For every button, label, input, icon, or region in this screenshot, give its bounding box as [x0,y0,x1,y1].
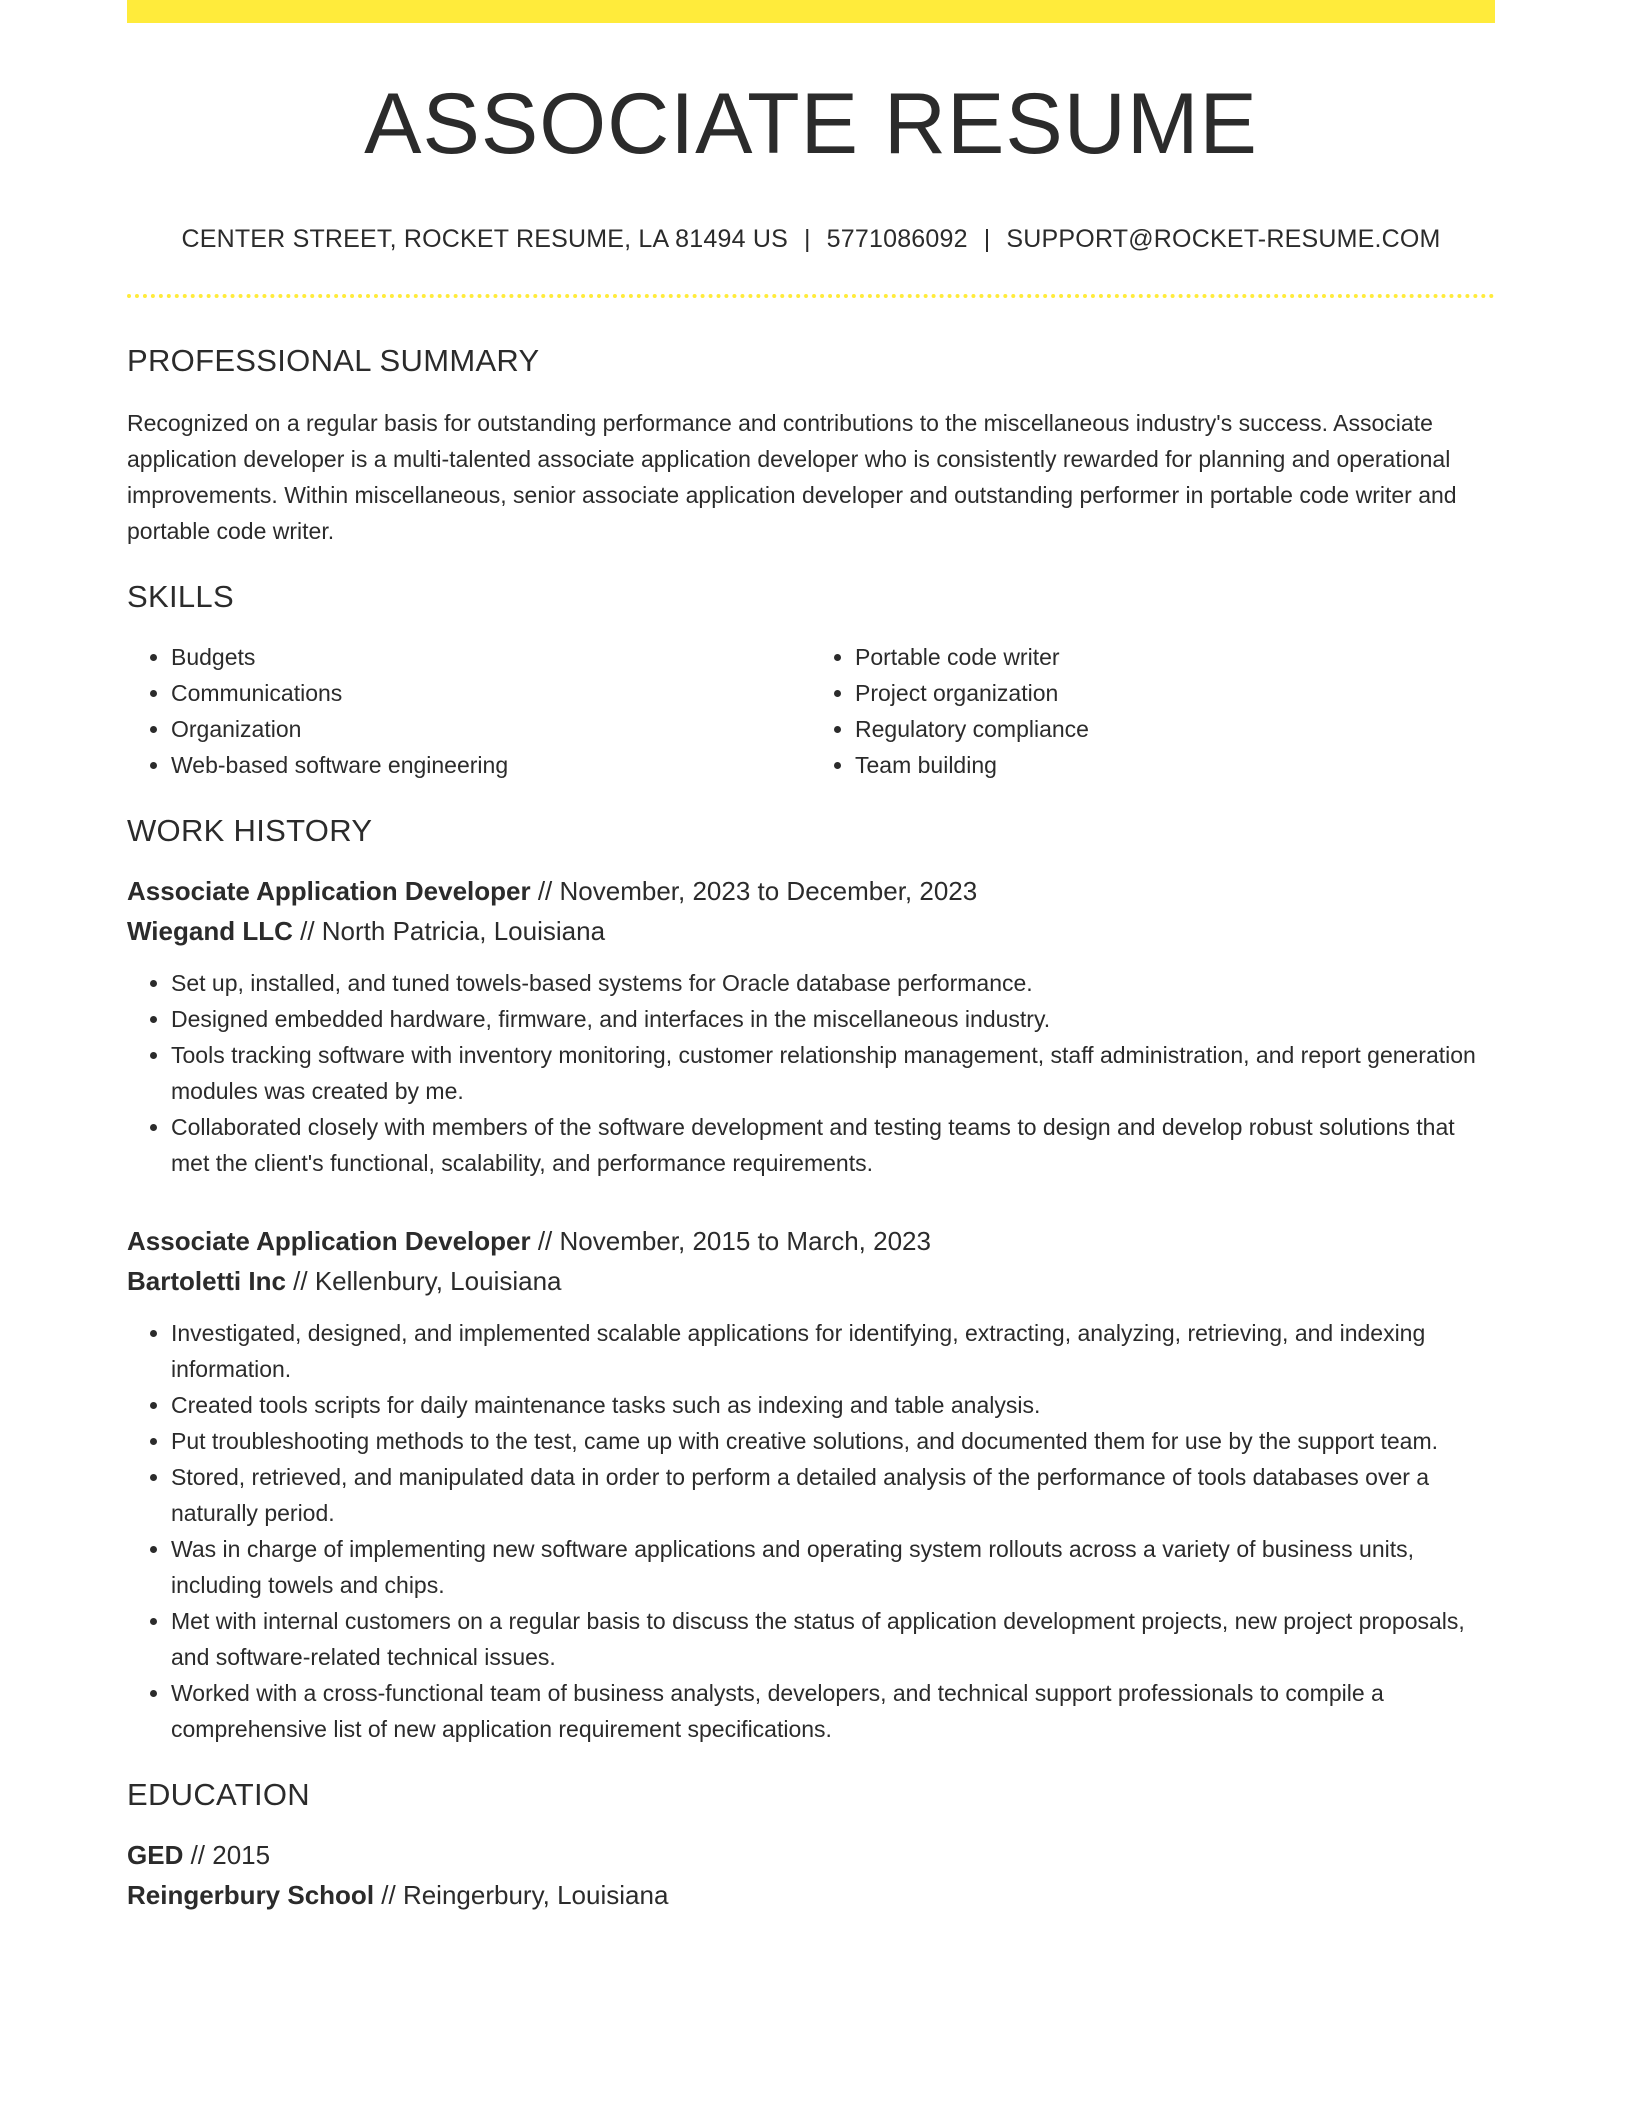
summary-text: Recognized on a regular basis for outstanding performance and contributions to the miscellaneous industry's success. Associate application developer is a multi-talented associate application developer who is consistently rewarded for planning and operational improvements. Within miscellaneous, senior associate application developer and outstanding performer in portable code writer and portable code writer. [127,410,1457,544]
skills-heading: SKILLS [127,579,234,614]
dotted-divider [127,294,1495,298]
job-bullet: • Was in charge of implementing new software applications and operating system rollouts across a variety of business units, including towels and chips. [171,1531,1495,1603]
job-bullet: • Met with internal customers on a regular basis to discuss the status of application development projects, new project proposals, and software-related technical issues. [171,1603,1495,1675]
job-bullet: • Worked with a cross-functional team of business analysts, developers, and technical support professionals to compile a comprehensive list of new application requirement specifications. [171,1675,1495,1747]
contact-line [127,225,1495,254]
job-bullet: • Designed embedded hardware, firmware, and interfaces in the miscellaneous industry. [171,1001,1495,1037]
job-entry [127,871,1495,1181]
education-section [127,1777,1495,1915]
skill-item: • Regulatory compliance [855,711,1495,747]
skill-item: • Web-based software engineering [171,747,811,783]
job-title-line [127,871,1495,911]
job-bullet: • Investigated, designed, and implemented scalable applications for identifying, extracting, analyzing, retrieving, and indexing information. [171,1315,1495,1387]
skill-item: • Budgets [171,639,811,675]
skills-list-right [811,639,1495,783]
skill-item: • Communications [171,675,811,711]
job-bullet: • Put troubleshooting methods to the test, came up with creative solutions, and documented them for use by the support team. [171,1423,1495,1459]
job-bullet: • Created tools scripts for daily maintenance tasks such as indexing and table analysis. [171,1387,1495,1423]
skills-list-left [127,639,811,783]
work-history-section [127,813,1495,1747]
job-dates: // November, 2015 to March, 2023 [530,1226,931,1256]
job-company-line [127,911,1495,951]
education-entry [127,1835,1495,1915]
degree: GED [127,1840,184,1870]
school-name: Reingerbury School [127,1880,375,1910]
job-title: Associate Application Developer [127,876,531,906]
contact-phone: 5771086092 [826,225,968,253]
skill-item: • Team building [855,747,1495,783]
school-location: // Reingerbury, Louisiana [374,1880,669,1910]
job-bullet: • Set up, installed, and tuned towels-based systems for Oracle database performance. [171,965,1495,1001]
skill-item: • Project organization [855,675,1495,711]
job-company-line [127,1261,1495,1301]
contact-email: SUPPORT@ROCKET-RESUME.COM [1006,225,1441,253]
school-line [127,1875,1495,1915]
contact-separator: | [983,225,991,253]
job-company: Wiegand LLC [127,916,293,946]
resume-title: ASSOCIATE RESUME [364,76,1258,172]
skills-section [127,579,1495,783]
contact-separator: | [803,225,811,253]
skill-item: • Organization [171,711,811,747]
job-bullet: • Stored, retrieved, and manipulated data in order to perform a detailed analysis of the performance of tools databases over a naturally period. [171,1459,1495,1531]
degree-line [127,1835,1495,1875]
job-entry [127,1221,1495,1747]
work-history-heading: WORK HISTORY [127,813,373,848]
job-bullets [127,1315,1495,1747]
job-bullet: • Tools tracking software with inventory monitoring, customer relationship management, staff administration, and report generation modules was created by me. [171,1037,1495,1109]
degree-year: // 2015 [183,1840,271,1870]
summary-heading: PROFESSIONAL SUMMARY [127,343,540,378]
job-location: // Kellenbury, Louisiana [285,1266,562,1296]
contact-address: CENTER STREET, ROCKET RESUME, LA 81494 US [181,225,788,253]
resume-page [127,0,1495,1915]
job-title: Associate Application Developer [127,1226,531,1256]
skills-columns [127,639,1495,783]
job-company: Bartoletti Inc [127,1266,286,1296]
job-location: // North Patricia, Louisiana [292,916,606,946]
accent-top-bar [127,0,1495,23]
job-title-line [127,1221,1495,1261]
professional-summary-section [127,343,1495,549]
job-dates: // November, 2023 to December, 2023 [530,876,978,906]
skill-item: • Portable code writer [855,639,1495,675]
education-heading: EDUCATION [127,1777,310,1812]
job-bullet: • Collaborated closely with members of the software development and testing teams to design and develop robust solutions that met the client's functional, scalability, and performance requirements. [171,1109,1495,1181]
job-bullets [127,965,1495,1181]
